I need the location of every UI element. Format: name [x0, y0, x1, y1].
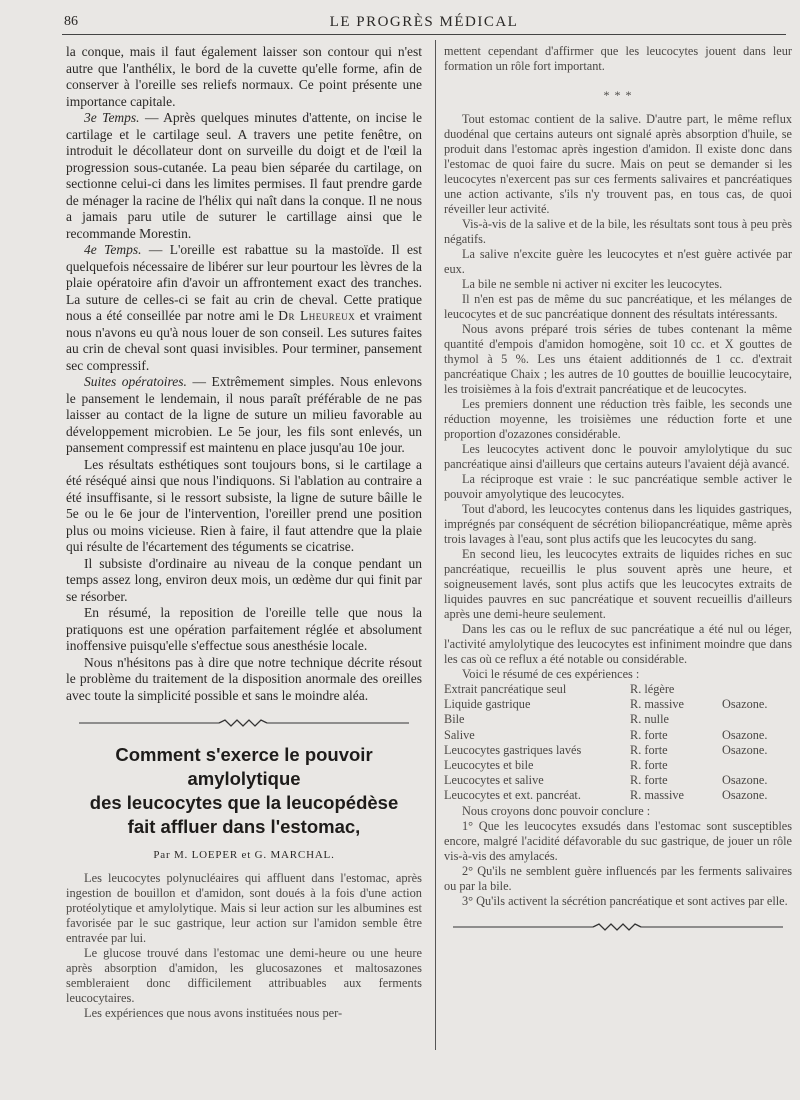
paragraph: Les résultats esthétiques sont toujours bons, si le cartilage a été réséqué ainsi que nous l'indiquons. Si l'ablation au contraire a été insuffisante, si le ressort subsiste, la ligne de suture bâille le 5e ou le 6e jour de l'intervention, l'oreiller prend une position plus ou moins vicieuse. Rien à faire, il faut attendre que la plaie qui résulte de l'écartement des téguments se cicatrise. — [66, 456, 422, 554]
paragraph: En second lieu, les leucocytes extraits de liquides riches en suc pancréatique, recueillis le plus souvent après une heure, et soigneusement lavés, sont plus actifs que les leucocytes extraits de liquides pauvres en suc pancréatique et souvent recueillis d'ailleurs après une demi-heure seulement. — [444, 547, 792, 621]
result-note: Osazone. — [722, 742, 768, 757]
paragraph: Nous croyons donc pouvoir conclure : — [462, 803, 651, 818]
left-column — [66, 44, 422, 1021]
paragraph: En résumé, la reposition de l'oreille telle que nous la pratiquons est une opération parfaitement réglée et absolument inoffensive puisqu'elle s'effectue sous anesthésie locale. — [66, 605, 422, 653]
result-value: R. massive — [630, 697, 684, 712]
paragraph-text: — L'oreille est rabattue su la mastoïde. Il est quelquefois nécessaire de libérer sur leur pourtour les lèvres de la plaie opératoire afin d'avoir un affrontement exact des tranches. La suture de celles-ci se fait au crin de cheval. Cette pratique nous a été conseillée par notre ami le — [66, 242, 423, 323]
result-note: Osazone. — [722, 727, 768, 742]
journal-title: LE PROGRÈS MÉDICAL — [329, 14, 519, 30]
paragraph-text: Après quelques minutes d'attente, on incise le cartilage et le cartilage seul. A travers une petite fenêtre, on introduit le décollateur dont on surveille du doigt et de l'œil la progression sous-cutanée. La peau bien séparée du cartilage, on sectionne celui-ci dans les limites permises. Il faut prendre garde de ménager la racine de l'hélix qui naît dans la conque. Il ne nous a jamais paru utile de suturer le cartillage ainsi que le recommande Morestin. — [66, 110, 422, 241]
paragraph: Les leucocytes activent donc le pouvoir amylolytique du suc pancréatique ainsi d'ailleurs que certains auteurs l'avaient déjà avancé. — [444, 442, 792, 471]
result-sample: Leucocytes et bile — [444, 758, 534, 773]
result-sample: Leucocytes et salive — [444, 773, 544, 788]
article-title-line: fait affluer dans l'estomac, — [127, 815, 361, 837]
paragraph: Vis-à-vis de la salive et de la bile, les résultats sont tous à peu près négatifs. — [444, 217, 792, 246]
step-label: 4e Temps. — [84, 242, 142, 257]
article-title-line: Comment s'exerce le pouvoir amylolytique — [115, 743, 373, 789]
result-value: R. forte — [630, 758, 668, 773]
result-value: R. forte — [630, 727, 668, 742]
paragraph: Tout d'abord, les leucocytes contenus dans les liquides gastriques, imprégnés par conséquent de sécrétion biliopancréatique, même après trois lavages à l'eau, sont plus actifs que les leucocytes du sang. — [444, 502, 792, 546]
article-body-left — [66, 871, 422, 1021]
column-divider — [435, 40, 436, 1050]
paragraph — [66, 242, 422, 374]
result-value: R. forte — [630, 742, 668, 757]
article-title — [66, 743, 422, 839]
section-label: Suites opératoires. — [84, 374, 187, 389]
doctor-name: Dr Lheureux — [278, 308, 356, 323]
paragraph: Dans les cas ou le reflux de suc pancréatique a été nul ou léger, l'activité amylolytique des leucocytes est infiniment moindre que dans les cas où ce reflux a été notable ou considérable. — [444, 622, 792, 666]
page-number: 86 — [64, 14, 78, 29]
table-row — [444, 728, 792, 743]
result-value: R. forte — [630, 773, 668, 788]
paragraph: Les premiers donnent une réduction très faible, les seconds une réduction moyenne, les troisièmes une réduction forte et une proportion d'ozazones considérable. — [444, 397, 792, 441]
paragraph: mettent cependant d'affirmer que les leucocytes jouent dans leur formation un rôle fort important. — [444, 44, 792, 73]
result-sample: Leucocytes gastriques lavés — [444, 742, 582, 757]
article-title-line: des leucocytes que la leucopédèse — [89, 791, 399, 813]
paragraph-text: — Extrêmement simples. Nous enlevons le pansement le lendemain, il nous paraît préférable de ne pas laisser au contact de la ligne de suture un milieu favorable au développement microbien. Le 5e jour, les fils sont enlevés, un pansement compressif est maintenu en place jusqu'au 10e jour. — [66, 374, 422, 455]
page-header — [62, 10, 786, 32]
paragraph: La salive n'excite guère les leucocytes et n'est guère activée par eux. — [444, 247, 792, 276]
result-sample: Leucocytes et ext. pancréat. — [444, 788, 581, 803]
table-row — [444, 773, 792, 788]
paragraph — [66, 374, 422, 457]
paragraph: Nous avons préparé trois séries de tubes contenant la même quantité d'empois d'amidon homogène, soit 10 cc. et X gouttes de thymol à 5 %. Les uns étaient additionnés de 1 cc. d'extrait pancréatique Chaix ; les autres de 10 gouttes de bouillie leucocytaire, les troisièmes à la fois d'extrait pancréatique et de leucocytes. — [444, 322, 792, 396]
paragraph: Nous n'hésitons pas à dire que notre technique décrite résout le problème du traitement de la disposition anormale des oreilles avec toute la simplicité possible et sans le moindre aléa. — [66, 654, 422, 703]
paragraph: La réciproque est vraie : le suc pancréatique semble activer le pouvoir amyolytique des leucocytes. — [444, 472, 792, 501]
conclusion-item: 1° Que les leucocytes exsudés dans l'estomac sont susceptibles encore, malgré l'acidité défavorable du suc gastrique, de jouer un rôle vis-à-vis des amylacés. — [444, 818, 792, 863]
paragraph: Tout estomac contient de la salive. D'autre part, le même reflux duodénal que certains auteurs ont signalé après absorption d'huile, se produit dans l'estomac après ingestion d'amidon. Il existe donc dans l'estomac de quoi faire du sucre. Mais on peut se demander si les leucocytes n'exercent pas sur ces ferments salivaires et pancréatiques une action activante, s'ils n'y trouvent pas, en tous cas, de quoi réveiller leur activité. — [444, 112, 792, 216]
section-mark: * * * — [603, 88, 633, 102]
result-value: R. légère — [630, 682, 675, 696]
header-rule — [62, 34, 786, 35]
ornament-icon — [79, 718, 409, 728]
result-sample: Salive — [444, 727, 475, 742]
paragraph: Il subsiste d'ordinaire au niveau de la conque pendant un temps assez long, environ deux mois, un œdème dur qui finit par se résorber. — [66, 555, 422, 604]
result-sample: Extrait pancréatique seul — [444, 682, 567, 696]
ornament-icon — [453, 922, 783, 932]
result-sample: Bile — [444, 712, 465, 727]
result-note — [722, 682, 792, 697]
conclusion-item: 2° Qu'ils ne semblent guère influencés par les ferments salivaires ou par la bile. — [444, 863, 792, 893]
conclusion-item: 3° Qu'ils activent la sécrétion pancréatique et sont actives par elle. — [462, 893, 788, 908]
table-row — [444, 712, 792, 727]
result-value: R. nulle — [630, 712, 669, 727]
result-note: Osazone. — [722, 697, 768, 712]
paragraph: La bile ne semble ni activer ni exciter les leucocytes. — [462, 277, 723, 291]
result-sample: Liquide gastrique — [444, 697, 531, 712]
table-row — [444, 682, 792, 697]
step-label: 3e Temps. — [84, 110, 140, 125]
paragraph: Les expériences que nous avons instituées nous per- — [84, 1006, 343, 1020]
result-note — [722, 758, 792, 773]
table-row — [444, 758, 792, 773]
ornament-divider — [66, 714, 422, 731]
paragraph: Il n'en est pas de même du suc pancréatique, et les mélanges de leucocytes et de suc pancréatique donnent des résultats intéressants. — [444, 292, 792, 321]
right-column — [444, 44, 792, 946]
result-value: R. massive — [630, 788, 684, 803]
paragraph: Voici le résumé de ces expériences : — [462, 667, 640, 681]
result-note — [722, 712, 792, 727]
paragraph: 3e Temps. — Après quelques minutes d'attente, on incise le cartilage et le cartilage seul. A travers une petite fenêtre, on introduit le décollateur dont on surveille du doigt et de l'œil la progression sous-cutanée. La peau bien séparée du cartilage, on sectionne celui-ci dans les limites permises. Il faut prendre garde de ménager la racine de l'hélix qui naît dans la conque. Il ne nous a jamais paru utile de suturer le cartillage ainsi que le recommande Morestin. — [66, 110, 422, 241]
table-row — [444, 788, 792, 803]
ornament-divider — [444, 919, 792, 934]
paragraph: Le glucose trouvé dans l'estomac une demi-heure ou une heure après absorption d'amidon, les glucosazones et maltosazones sembleraient donc difficilement attribuables aux ferments leucocytaires. — [66, 946, 422, 1005]
table-row — [444, 697, 792, 712]
results-table — [444, 682, 792, 804]
result-note: Osazone. — [722, 773, 768, 788]
paragraph-text: et vraiment nous n'avons eu qu'à nous louer de son conseil. Les sutures faites au crin de cheval sont quasi invisibles. Pour terminer, pansement sec compressif. — [66, 308, 422, 373]
result-note: Osazone. — [722, 788, 768, 803]
paragraph: la conque, mais il faut également laisser son contour qui n'est autre que l'anthélix, le bord de la cuvette qu'elle forme, afin de conserver à l'oreille ses reliefs normaux. Ce point présente une importance capitale. — [66, 44, 422, 109]
table-row — [444, 743, 792, 758]
article-byline: Par M. LOEPER et G. MARCHAL. — [153, 848, 335, 861]
paragraph: Les leucocytes polynucléaires qui affluent dans l'estomac, après ingestion de bouillon et d'amidon, sont doués à la fois d'une action protéolytique et amylolytique. Mais si leur action sur les albumines est favorisée par le suc gastrique, leur action sur l'amidon semble être entravée par lui. — [66, 871, 422, 945]
